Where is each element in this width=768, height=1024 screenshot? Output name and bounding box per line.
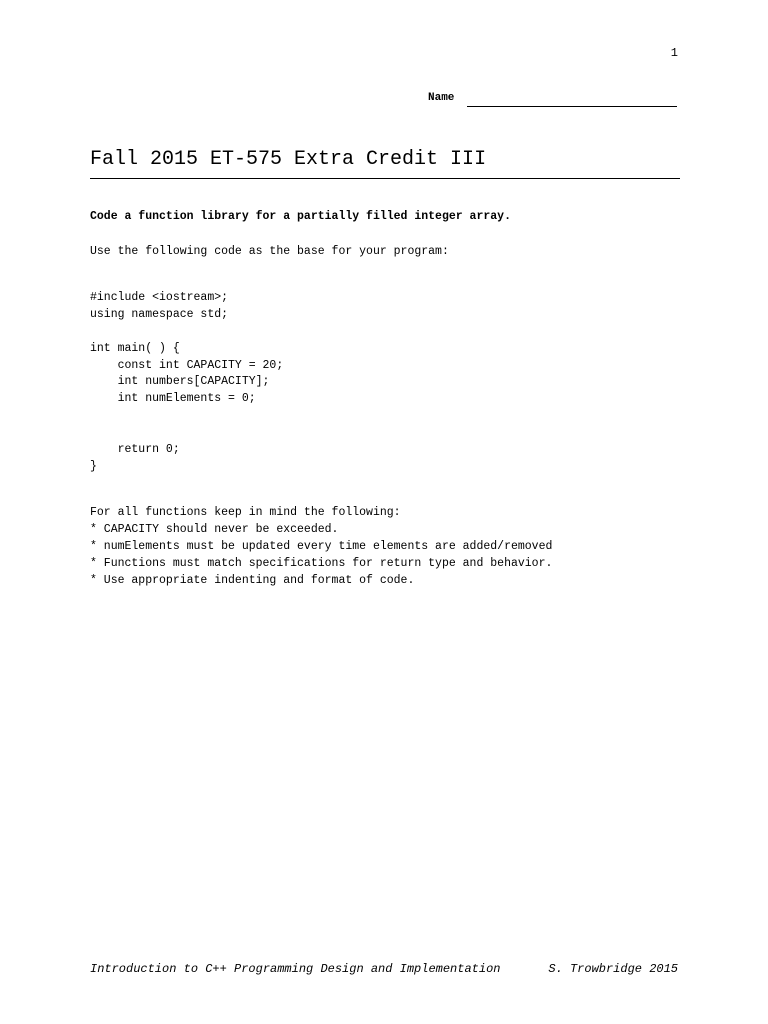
requirements-heading: For all functions keep in mind the following: [90, 506, 401, 519]
requirement-item: * numElements must be updated every time elements are added/removed [90, 539, 553, 553]
page-footer [90, 962, 678, 976]
task-statement: Code a function library for a partially filled integer array. [90, 210, 511, 223]
requirement-item: * Functions must match specifications for return type and behavior. [90, 556, 553, 570]
code-line: int main( ) { [90, 341, 180, 355]
instruction-text: Use the following code as the base for your program: [90, 245, 449, 258]
code-line: int numbers[CAPACITY]; [90, 375, 270, 389]
code-line [90, 425, 283, 442]
code-line [90, 408, 283, 425]
footer-author: S. Trowbridge 2015 [548, 962, 678, 976]
code-line: return 0; [90, 443, 180, 457]
name-label: Name [428, 92, 455, 104]
requirement-item: * CAPACITY should never be exceeded. [90, 522, 339, 536]
title-divider [90, 178, 680, 179]
code-sample [90, 290, 283, 476]
code-line: using namespace std; [90, 307, 229, 321]
code-line: } [90, 459, 97, 473]
code-line: const int CAPACITY = 20; [90, 358, 284, 372]
code-line: int numElements = 0; [90, 392, 256, 406]
page-number: 1 [670, 46, 678, 60]
footer-course: Introduction to C++ Programming Design and Implementation [90, 962, 501, 976]
code-line: #include <iostream>; [90, 291, 229, 304]
name-blank-line [467, 106, 677, 107]
code-line [90, 324, 283, 341]
page-title: Fall 2015 ET-575 Extra Credit III [90, 148, 487, 171]
requirement-item: * Use appropriate indenting and format of code. [90, 573, 415, 587]
requirements-list [90, 505, 552, 589]
